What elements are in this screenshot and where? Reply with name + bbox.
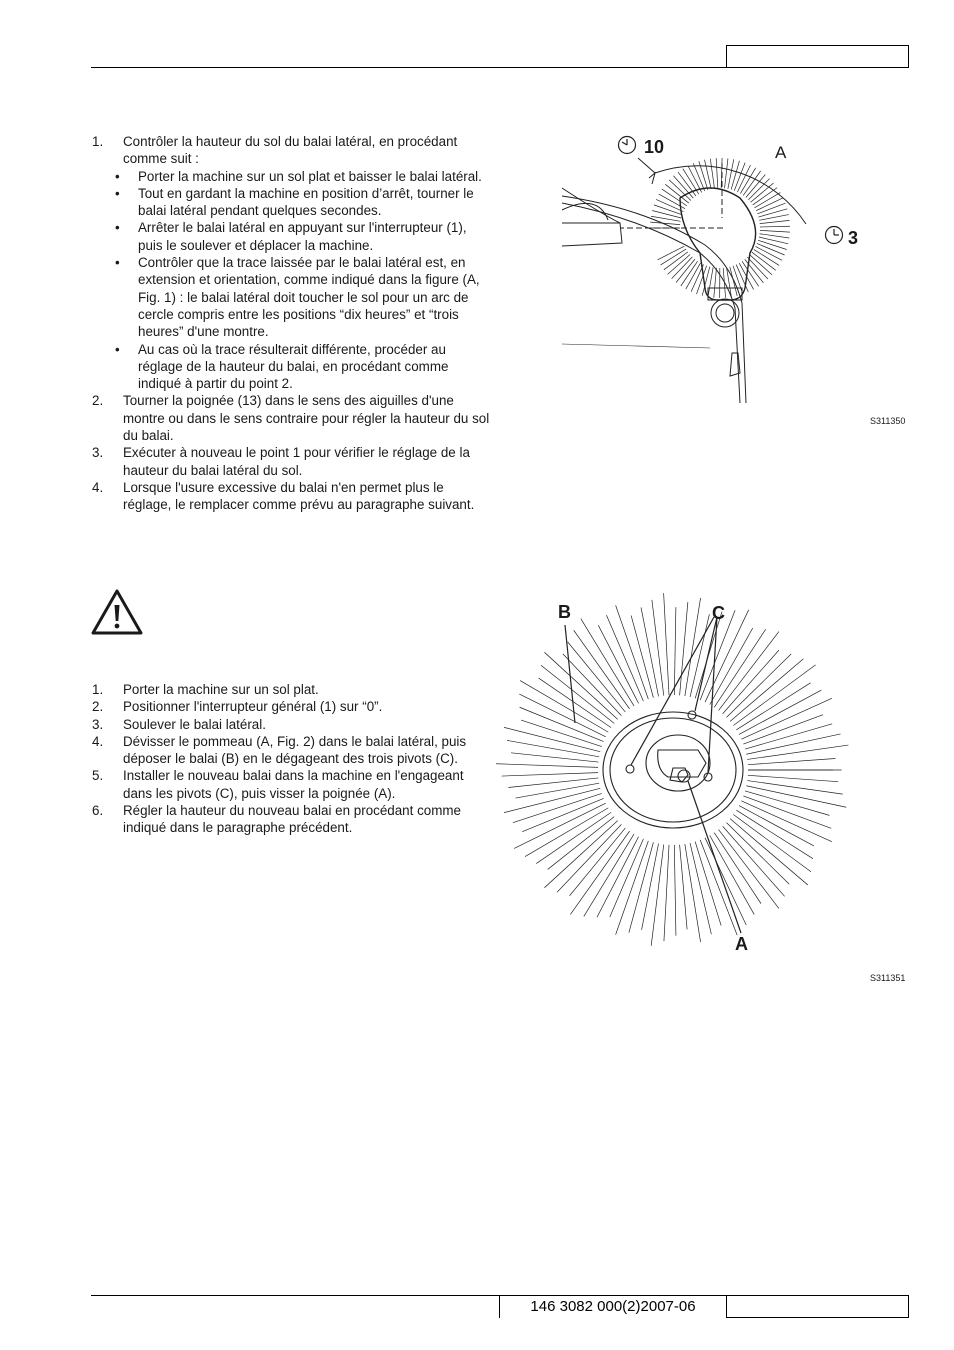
section2-step-4: 4. Dévisser le pommeau (A, Fig. 2) dans le balai latéral, puis déposer le balai (B) en le dégageant des trois pivots (C). — [92, 733, 467, 767]
section1-list — [92, 133, 492, 514]
clock-icon — [619, 137, 636, 154]
figure2-caption: S311351 — [870, 973, 906, 983]
clock-icon — [826, 227, 843, 244]
section2-step-3: 3. Soulever le balai latéral. — [92, 716, 266, 732]
section1-step-3: 3. Exécuter à nouveau le point 1 pour vérifier le réglage de la hauteur du balai latéral du sol. — [92, 444, 492, 479]
section2-step-6: 6. Régler la hauteur du nouveau balai en procédant comme indiqué dans le paragraphe précédent. — [92, 803, 461, 836]
section1-step-2: 2. Tourner la poignée (13) dans le sens des aiguilles d'une montre ou dans le sens contraire pour régler la hauteur du sol du balai. — [92, 392, 492, 444]
section2-step-1: 1. Porter la machine sur un sol plat. — [92, 682, 319, 697]
figure1-brush-height — [560, 128, 880, 413]
step-text: Tourner la poignée (13) dans le sens des aiguilles d'une montre ou dans le sens contraire pour régler la hauteur du sol du balai. — [123, 393, 490, 444]
figure2-brush-replacement — [538, 625, 888, 925]
section1-step-4: 4. Lorsque l'usure excessive du balai n'en permet plus le réglage, le remplacer comme prévu au paragraphe suivant. — [92, 479, 492, 514]
bullet-item: • Arrêter le balai latéral en appuyant sur l'interrupteur (1), puis le soulever et déplacer la machine. — [115, 220, 467, 253]
warning-triangle-icon — [90, 588, 144, 636]
label-a-fig1: A — [775, 143, 787, 162]
document-reference: 146 3082 000(2)2007-06 — [530, 1298, 696, 1315]
label-10: 10 — [644, 137, 665, 157]
footer-box — [726, 1295, 909, 1318]
section2-step-2: 2. Positionner l'interrupteur général (1) sur “0”. — [92, 699, 383, 715]
label-c: C — [712, 603, 725, 623]
section1-bullets — [115, 168, 492, 393]
step-text: Contrôler la hauteur du sol du balai latéral, en procédant comme suit : — [123, 134, 458, 167]
section2-list — [92, 681, 492, 837]
step-text: Exécuter à nouveau le point 1 pour vérifier le réglage de la hauteur du balai latéral du sol. — [123, 445, 470, 478]
label-a-fig2: A — [735, 934, 748, 954]
step-text: Lorsque l'usure excessive du balai n'en permet plus le réglage, le remplacer comme prévu au paragraphe suivant. — [123, 479, 475, 513]
figure1-caption: S311350 — [870, 416, 906, 426]
header-box — [726, 45, 909, 68]
label-3: 3 — [848, 228, 859, 248]
label-b: B — [558, 602, 571, 622]
bullet-item: • Au cas où la trace résulterait différente, procéder au réglage de la hauteur du balai, en procédant comme indiqué à partir du point 2. — [115, 341, 449, 392]
section1-step-1: 1. Contrôler la hauteur du sol du balai latéral, en procédant comme suit : • Porter la machine sur un sol plat et baisser le balai latéral. • Tout en gardant la machine en position d’arrêt, tourner le balai latéral pendant quelques secondes. • Arrêter le balai latéral en appuyant sur l'interrupteur (1), puis le soulever et déplacer la machine. • Contrôler que la trace laissée par le balai latéral est, en extension et orientation, comme indiqué dans la figure (A, Fig. 1) : le balai latéral doit toucher le sol pour un arc de cercle compris entre les positions “dix heures” et “trois heures” d'une montre. • Au cas où la trace résulterait différente, procéder au réglage de la hauteur du balai, en procédant comme indiqué à partir du point 2. — [92, 133, 492, 392]
bullet-item: • Tout en gardant la machine en position d’arrêt, tourner le balai latéral pendant quelques secondes. — [115, 185, 474, 219]
section2-step-5: 5. Installer le nouveau balai dans la machine en l'engageant dans les pivots (C), puis visser la poignée (A). — [92, 768, 464, 801]
bullet-item: • Contrôler que la trace laissée par le balai latéral est, en extension et orientation, comme indiqué dans la figure (A, Fig. 1) : le balai latéral doit toucher le sol pour un arc de cercle compris entre les positions “dix heures” et “trois heures” d'une montre. — [115, 255, 480, 340]
bullet-item: • Porter la machine sur un sol plat et baisser le balai latéral. — [115, 168, 482, 184]
